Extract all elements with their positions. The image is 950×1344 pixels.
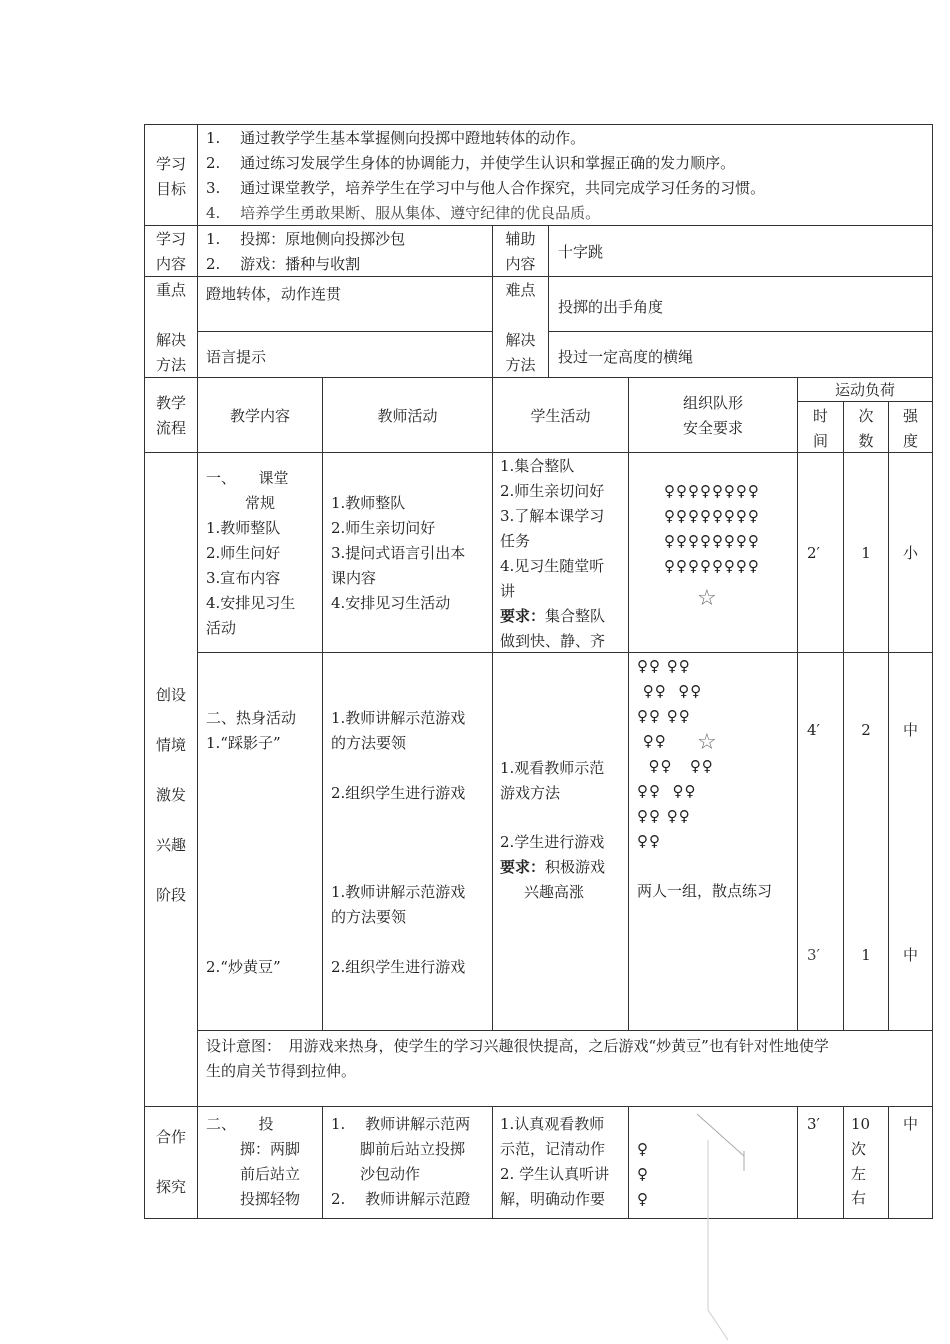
formation-row: ♀♀♀♀♀♀♀♀ xyxy=(664,532,760,550)
aux-label: 辅助 内容 xyxy=(505,230,536,273)
formation-note: 两人一组，散点练习 xyxy=(637,882,773,900)
row2-intensity-b: 中 xyxy=(902,946,918,964)
formation-row: ♀♀ ♀♀ xyxy=(637,657,691,675)
requirement-label: 要求： xyxy=(500,858,546,876)
goals-label: 学习 目标 xyxy=(155,155,186,198)
row1-time: 2′ xyxy=(807,544,820,562)
formation-row: ♀ xyxy=(637,1190,649,1208)
formation-row: ♀♀♀♀♀♀♀♀ xyxy=(664,482,760,500)
formation-row: ♀♀ ♀♀ xyxy=(637,782,697,800)
header-student: 学生活动 xyxy=(530,407,591,425)
header-count: 次 数 xyxy=(858,407,874,450)
key-text: 蹬地转体，动作连贯 xyxy=(206,285,342,303)
stage2-intensity: 中 xyxy=(902,1115,918,1133)
solve-text-2: 投过一定高度的横绳 xyxy=(558,348,694,366)
formation-row: ♀♀♀♀♀♀♀♀ xyxy=(664,507,760,525)
formation-row: ♀♀♀♀♀♀♀♀ xyxy=(664,557,760,575)
stage2-time: 3′ xyxy=(807,1115,820,1133)
formation-row: ♀ xyxy=(637,1165,649,1183)
formation-row: ♀♀ ♀♀ xyxy=(637,682,703,700)
solve-text: 语言提示 xyxy=(206,348,267,366)
goal-item: 4. 培养学生勇敢果断、服从集体、遵守纪律的优良品质。 xyxy=(206,204,601,222)
content-item: 1. 投掷：原地侧向投掷沙包 xyxy=(206,230,406,248)
stage2-count: 10 次 左 右 xyxy=(851,1115,871,1208)
difficulty-label: 难点 xyxy=(505,281,536,299)
stage2-label: 合作 探究 xyxy=(155,1128,186,1196)
header-load: 运动负荷 xyxy=(834,381,895,399)
solve-label: 解决 方法 xyxy=(155,331,186,374)
key-label: 重点 xyxy=(155,281,186,299)
content-item: 2. 游戏：播种与收割 xyxy=(206,255,361,273)
header-content: 教学内容 xyxy=(229,407,290,425)
formation-row: ♀ xyxy=(637,1140,649,1158)
formation-row: ♀♀ ♀♀ xyxy=(637,757,714,775)
content-label: 学习 内容 xyxy=(155,230,186,273)
row2-count-b: 1 xyxy=(861,946,871,964)
row1-count: 1 xyxy=(861,544,871,562)
goal-item: 1. 通过教学学生基本掌握侧向投掷中蹬地转体的动作。 xyxy=(206,129,586,147)
header-teacher: 教师活动 xyxy=(377,407,438,425)
header-org: 组织队形 安全要求 xyxy=(682,394,743,437)
formation-row: ♀♀ xyxy=(637,832,661,850)
stage1-label: 创设 情境 激发 兴趣 阶段 xyxy=(155,686,186,904)
formation-row: ♀♀ xyxy=(637,732,667,750)
goal-item: 2. 通过练习发展学生身体的协调能力，并使学生认识和掌握正确的发力顺序。 xyxy=(206,154,736,172)
row2-time-b: 3′ xyxy=(807,946,820,964)
row2-time-a: 4′ xyxy=(807,721,820,739)
formation-row: ♀♀ ♀♀ xyxy=(637,807,691,825)
header-flow: 教学 流程 xyxy=(155,394,186,437)
row2-count-a: 2 xyxy=(861,721,871,739)
lesson-plan-page: 学习 目标 1. 通过教学学生基本掌握侧向投掷中蹬地转体的动作。 2. 通过练习发展学生身体的协调能力，并使学生认识和掌握正确的发力顺序。 3. 通过课堂教学，培养学生在学习中与他人合作探究，共同完成学习任务的习惯。 4. 培养学生勇敢果断、服从集体、遵守纪律的优良品质。 学习 内容 1. 投掷：原地侧向投掷沙包 2. 游戏：播种与收割 辅助 内容 十字跳 重点 蹬地转体，动作连贯 难点 投掷的出手角度 解决 方法 语言提示 解决 方法 投过一定高度的横绳 教学 流程 教学内容 教师活动 学生活动 组织队形 安全要求 运动负荷 时 间 次 数 强 度 创设 情境 激发 兴趣 阶段 一、 课堂 常规 1.教师整队 2.师生问好 3.宣布内容 4.安排见习生 活动 1.教师整队 2.师生亲切问好 3.提问式语言引出本 课内容 4.安排见习生活动 1.集合整队 2.师生亲切问好 3.了解本课学习 任务 4.见习生随堂听 讲 要求：集合整队 做到快、静、齐 ♀♀♀♀♀♀♀♀ ♀♀♀♀♀♀♀♀ ♀♀♀♀♀♀♀♀ ♀♀♀♀♀♀♀♀ ☆ 2′ 1 小 二、热身活动 1.“踩影子” 2.“炒黄豆” 1.教师讲解示范游戏 的方法要领 2.组织学生进行游戏 1.教师讲解示范游戏 的方法要领 2.组织学生进行游戏 1.观看教师示范 游戏方法 2.学生进行游戏 要求：积极游戏 兴趣高涨 ♀♀ ♀♀ ♀♀ ♀♀ ♀♀ ♀♀ ♀♀ ☆ ♀♀ ♀♀ ♀♀ ♀♀ ♀♀ ♀♀ ♀♀ 两人一组，散点练习 4′ 2 中 3′ 1 中 设计意图： 用游戏来热身，使学生的学习兴趣很快提高，之后游戏“炒黄豆”也有针对性地使学 生的肩关节得到拉伸。 合作 探究 二、 投 掷：两脚 前后站立 投掷轻物 1. 教师讲解示范两 脚前后站立投掷 沙包动作 2. 教师讲解示范蹬 1.认真观看教师 示范，记清动作 2. 学生认真听讲 解，明确动作要 ♀ ♀ ♀ 3′ 10 次 左 右 中 xyxy=(0,0,950,1344)
header-time: 时 间 xyxy=(812,407,828,450)
difficulty-text: 投掷的出手角度 xyxy=(558,298,664,316)
teacher-star-icon: ☆ xyxy=(697,730,717,755)
solve-label-2: 解决 方法 xyxy=(505,331,536,374)
aux-content: 十字跳 xyxy=(558,243,604,261)
requirement-label: 要求： xyxy=(500,607,546,625)
row1-intensity: 小 xyxy=(902,544,918,562)
goal-item: 3. 通过课堂教学，培养学生在学习中与他人合作探究，共同完成学习任务的习惯。 xyxy=(206,179,766,197)
row2-intensity-a: 中 xyxy=(902,721,918,739)
formation-row: ♀♀ ♀♀ xyxy=(637,707,691,725)
teacher-star-icon: ☆ xyxy=(697,586,717,611)
header-intensity: 强 度 xyxy=(902,407,918,450)
